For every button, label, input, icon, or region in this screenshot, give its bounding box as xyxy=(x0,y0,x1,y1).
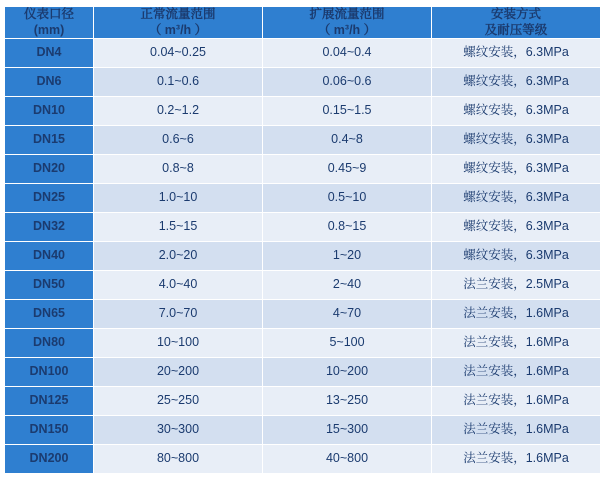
cell-extended-range: 2~40 xyxy=(263,271,432,300)
cell-normal-range: 25~250 xyxy=(94,387,263,416)
cell-diameter: DN125 xyxy=(5,387,94,416)
cell-extended-range: 0.04~0.4 xyxy=(263,39,432,68)
header-diameter-line1: 仪表口径 xyxy=(23,7,74,21)
table-row xyxy=(5,271,600,300)
flow-meter-spec-table xyxy=(4,6,600,474)
cell-normal-range: 0.1~0.6 xyxy=(94,68,263,97)
cell-diameter: DN200 xyxy=(5,445,94,474)
cell-normal-range: 1.0~10 xyxy=(94,184,263,213)
cell-install-pressure: 螺纹安装，6.3MPa xyxy=(432,155,600,184)
cell-normal-range: 0.2~1.2 xyxy=(94,97,263,126)
cell-diameter: DN65 xyxy=(5,300,94,329)
cell-extended-range: 15~300 xyxy=(263,416,432,445)
cell-normal-range: 0.04~0.25 xyxy=(94,39,263,68)
cell-extended-range: 0.8~15 xyxy=(263,213,432,242)
cell-extended-range: 0.4~8 xyxy=(263,126,432,155)
cell-install-pressure: 螺纹安装，6.3MPa xyxy=(432,97,600,126)
header-diameter-line2: (mm) xyxy=(33,22,65,37)
cell-extended-range: 1~20 xyxy=(263,242,432,271)
table-row xyxy=(5,126,600,155)
header-normal-line1: 正常流量范围 xyxy=(140,7,216,21)
header-cell-install-pressure xyxy=(432,7,600,39)
cell-normal-range: 0.6~6 xyxy=(94,126,263,155)
cell-normal-range: 30~300 xyxy=(94,416,263,445)
cell-install-pressure: 法兰安装，1.6MPa xyxy=(432,329,600,358)
cell-extended-range: 40~800 xyxy=(263,445,432,474)
cell-normal-range: 4.0~40 xyxy=(94,271,263,300)
cell-install-pressure: 法兰安装，2.5MPa xyxy=(432,271,600,300)
cell-diameter: DN32 xyxy=(5,213,94,242)
cell-normal-range: 1.5~15 xyxy=(94,213,263,242)
cell-diameter: DN25 xyxy=(5,184,94,213)
cell-diameter: DN6 xyxy=(5,68,94,97)
table-row xyxy=(5,358,600,387)
header-install-line2: 及耐压等级 xyxy=(484,22,548,37)
cell-install-pressure: 螺纹安装，6.3MPa xyxy=(432,126,600,155)
cell-install-pressure: 法兰安装，1.6MPa xyxy=(432,358,600,387)
cell-extended-range: 0.15~1.5 xyxy=(263,97,432,126)
header-normal-line2: （ m³/h ） xyxy=(148,22,208,37)
header-extended-line1: 扩展流量范围 xyxy=(309,7,385,21)
header-extended-line2: （ m³/h ） xyxy=(317,22,377,37)
cell-install-pressure: 法兰安装，1.6MPa xyxy=(432,387,600,416)
cell-diameter: DN15 xyxy=(5,126,94,155)
cell-normal-range: 0.8~8 xyxy=(94,155,263,184)
header-cell-extended-range xyxy=(263,7,432,39)
table-header xyxy=(5,7,600,39)
cell-normal-range: 20~200 xyxy=(94,358,263,387)
table-row xyxy=(5,329,600,358)
cell-install-pressure: 法兰安装，1.6MPa xyxy=(432,445,600,474)
table-row xyxy=(5,300,600,329)
cell-install-pressure: 螺纹安装，6.3MPa xyxy=(432,213,600,242)
table-row xyxy=(5,445,600,474)
cell-extended-range: 0.45~9 xyxy=(263,155,432,184)
header-row xyxy=(5,7,600,39)
cell-diameter: DN150 xyxy=(5,416,94,445)
cell-normal-range: 10~100 xyxy=(94,329,263,358)
cell-extended-range: 5~100 xyxy=(263,329,432,358)
cell-diameter: DN20 xyxy=(5,155,94,184)
cell-normal-range: 2.0~20 xyxy=(94,242,263,271)
header-cell-normal-range xyxy=(94,7,263,39)
cell-diameter: DN40 xyxy=(5,242,94,271)
cell-extended-range: 4~70 xyxy=(263,300,432,329)
table-row xyxy=(5,39,600,68)
cell-normal-range: 7.0~70 xyxy=(94,300,263,329)
cell-diameter: DN100 xyxy=(5,358,94,387)
cell-install-pressure: 螺纹安装，6.3MPa xyxy=(432,184,600,213)
cell-extended-range: 0.06~0.6 xyxy=(263,68,432,97)
cell-diameter: DN10 xyxy=(5,97,94,126)
table-row xyxy=(5,155,600,184)
cell-install-pressure: 螺纹安装，6.3MPa xyxy=(432,39,600,68)
cell-install-pressure: 法兰安装，1.6MPa xyxy=(432,416,600,445)
cell-install-pressure: 螺纹安装，6.3MPa xyxy=(432,242,600,271)
cell-normal-range: 80~800 xyxy=(94,445,263,474)
table-row xyxy=(5,97,600,126)
table-row xyxy=(5,68,600,97)
table-row xyxy=(5,184,600,213)
table-row xyxy=(5,213,600,242)
table-row xyxy=(5,387,600,416)
cell-extended-range: 0.5~10 xyxy=(263,184,432,213)
header-cell-diameter xyxy=(5,7,94,39)
cell-diameter: DN50 xyxy=(5,271,94,300)
table-row xyxy=(5,416,600,445)
cell-install-pressure: 法兰安装，1.6MPa xyxy=(432,300,600,329)
table-body xyxy=(5,39,600,474)
cell-install-pressure: 螺纹安装，6.3MPa xyxy=(432,68,600,97)
cell-extended-range: 10~200 xyxy=(263,358,432,387)
cell-diameter: DN4 xyxy=(5,39,94,68)
cell-diameter: DN80 xyxy=(5,329,94,358)
cell-extended-range: 13~250 xyxy=(263,387,432,416)
table-row xyxy=(5,242,600,271)
header-install-line1: 安装方式 xyxy=(490,7,541,21)
